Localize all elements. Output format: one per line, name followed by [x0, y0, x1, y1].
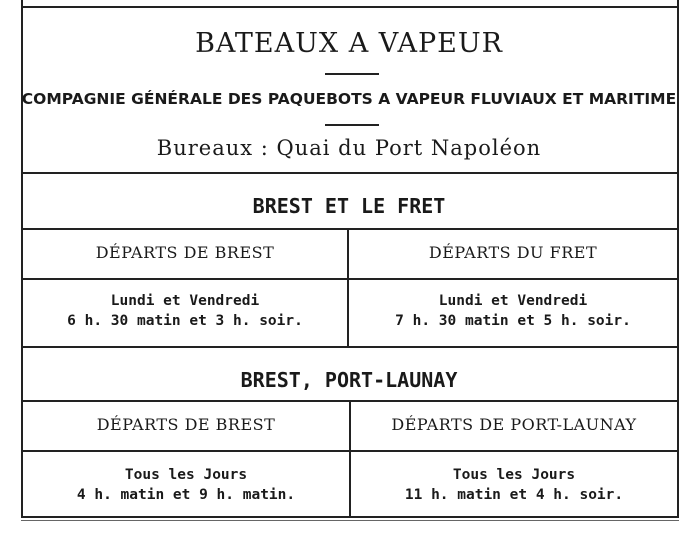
route-title-brest-port-launay: BREST, PORT-LAUNAY: [240, 368, 458, 392]
schedule-times: 4 h. matin et 9 h. matin.: [76, 487, 296, 503]
schedule-brest: [23, 291, 347, 331]
offices-address: Bureaux : Quai du Port Napoléon: [156, 136, 542, 160]
schedule-port-launay: [351, 465, 677, 505]
departures-heading-port-launay: DÉPARTS DE PORT-LAUNAY: [391, 415, 637, 434]
bottom-border: [21, 520, 679, 521]
schedule-times: 7 h. 30 matin et 5 h. soir.: [395, 313, 631, 329]
schedule-days: Lundi et Vendredi: [110, 293, 260, 309]
schedule-days: Tous les Jours: [452, 467, 576, 483]
schedule-times: 11 h. matin et 4 h. soir.: [404, 487, 624, 503]
departures-heading-brest: DÉPARTS DE BREST: [95, 243, 275, 262]
row-divider: [21, 450, 679, 452]
company-rule: [325, 124, 379, 126]
departures-heading-brest: DÉPARTS DE BREST: [96, 415, 276, 434]
route-title-brest-le-fret: BREST ET LE FRET: [252, 194, 446, 218]
row-divider: [21, 278, 679, 280]
advert-title: BATEAUX A VAPEUR: [195, 28, 503, 59]
schedule-days: Lundi et Vendredi: [438, 293, 588, 309]
section-divider: [21, 172, 679, 174]
schedule-days: Tous les Jours: [124, 467, 248, 483]
title-rule: [325, 73, 379, 75]
departures-heading-fret: DÉPARTS DU FRET: [428, 243, 598, 262]
section-divider: [21, 228, 679, 230]
company-name: COMPAGNIE GÉNÉRALE DES PAQUEBOTS A VAPEUR FLUVIAUX ET MARITIME: [21, 90, 677, 108]
schedule-times: 6 h. 30 matin et 3 h. soir.: [67, 313, 303, 329]
section-divider: [21, 346, 679, 348]
schedule-fret: [349, 291, 677, 331]
schedule-brest: [23, 465, 349, 505]
